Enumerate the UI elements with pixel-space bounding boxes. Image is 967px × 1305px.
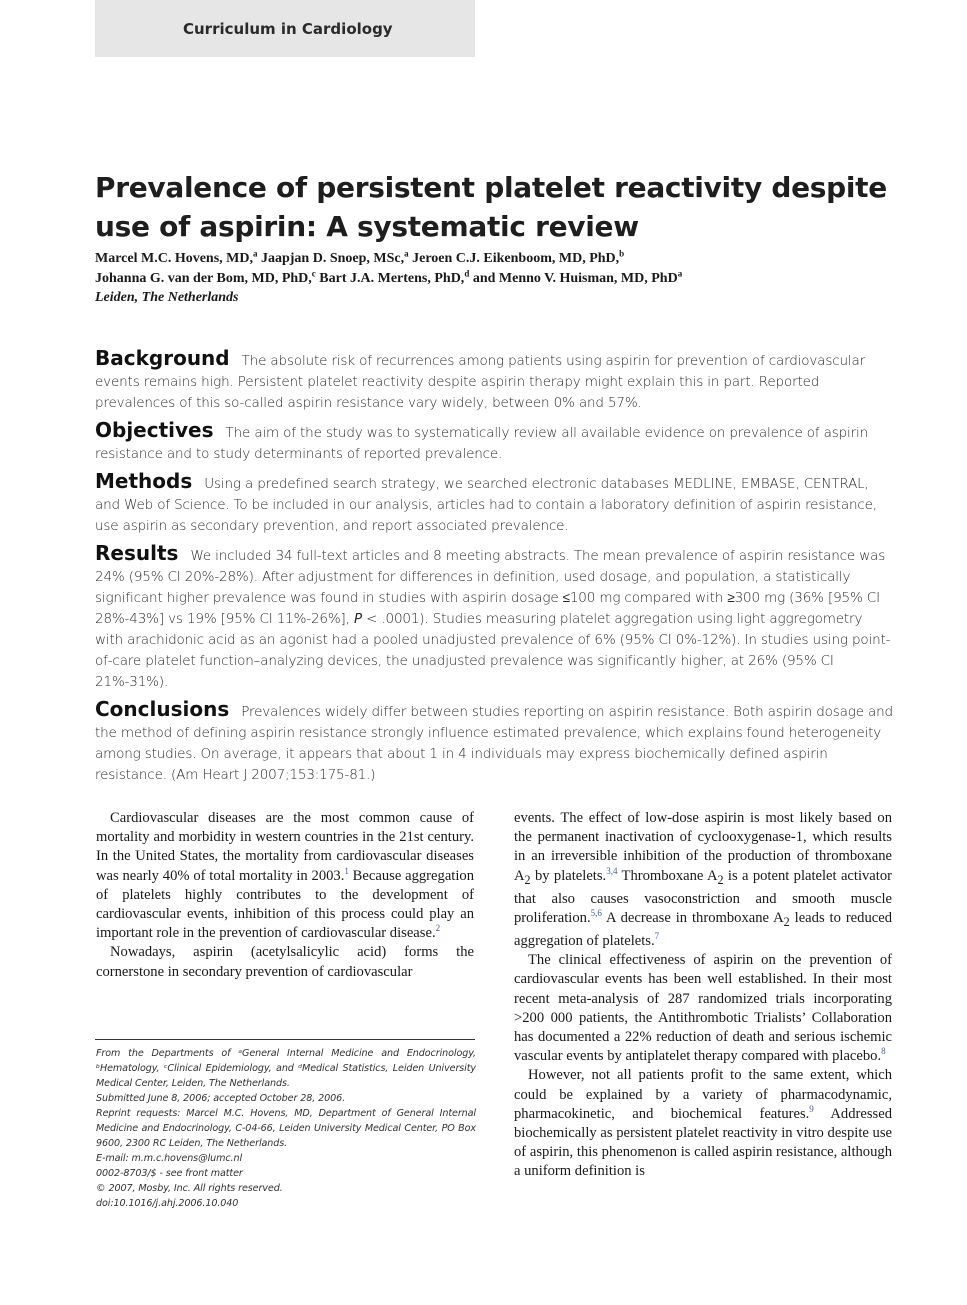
abstract [95, 348, 893, 792]
abstract-methods [95, 471, 893, 537]
footnote-dates: Submitted June 8, 2006; accepted October 28, 2006. [96, 1093, 346, 1104]
affiliation-mark: b [619, 248, 625, 259]
citation-link[interactable]: 1 [344, 865, 349, 876]
affiliation-mark: a [404, 248, 409, 259]
abstract-background [95, 348, 893, 414]
footnote-reprints: Reprint requests: Marcel M.C. Hovens, MD, Department of General Internal Medicine and Endocrinology, C-04-66, Leiden University Medical Center, PO Box 9600, 2300 RC Leiden, The Netherlands. [96, 1108, 476, 1149]
affiliation-mark: d [464, 267, 470, 278]
abstract-heading: Results [95, 541, 179, 565]
abstract-results [95, 543, 893, 693]
section-label: Curriculum in Cardiology [183, 20, 393, 38]
abstract-text: The aim of the study was to systematically review all available evidence on prevalence of aspirin resistance and to study determinants of reported prevalence. [95, 425, 869, 462]
abstract-text: < .0001). Studies measuring platelet aggregation using light aggregometry with arachidonic acid as an agonist had a pooled unadjusted prevalence of 6% (95% CI 0%-12%). In studies using point-of-care platelet function–analyzing devices, the unadjusted prevalence was significantly higher, at 26% (95% CI 21%-31%). [95, 611, 891, 690]
abstract-text: The absolute risk of recurrences among patients using aspirin for prevention of cardiovascular events remains high. Persistent platelet reactivity despite aspirin therapy might explain this in part. Reported prevalences of this so-called aspirin resistance vary widely, between 0% and 57%. [95, 353, 866, 411]
body-text: However, not all patients profit to the same extent, which could be explained by a variety of pharmacodynamic, pharmacokinetic, and biochemical features. [514, 1067, 892, 1122]
abstract-heading: Objectives [95, 418, 214, 442]
author-name: Bart J.A. Mertens, PhD, [315, 270, 465, 286]
body-column-left [96, 809, 474, 982]
author-name: Johanna G. van der Bom, MD, PhD, [95, 270, 312, 286]
body-text: Because aggregation of platelets highly contributes to the development of cardiovascular events, inhibition of this process could play an important role in the prevention of cardiovascular disease. [96, 867, 475, 942]
author-list [95, 249, 895, 308]
body-paragraph [514, 951, 892, 1066]
citation-link[interactable]: 3,4 [606, 865, 618, 876]
subscript: 2 [524, 872, 531, 887]
affiliation-mark: c [311, 267, 316, 278]
p-value-symbol: P [353, 611, 362, 627]
body-text: leads to reduced aggregation of platelets. [514, 909, 892, 950]
footnote-email[interactable]: E-mail: m.m.c.hovens@lumc.nl [96, 1153, 243, 1164]
subscript: 2 [783, 914, 790, 929]
footnote-affiliations: From the Departments of ᵃGeneral Internal Medicine and Endocrinology, ᵇHematology, ᶜClinical Epidemiology, and ᵈMedical Statistics, Leiden University Medical Center, Leiden, The Netherlands. [96, 1048, 476, 1089]
abstract-objectives [95, 420, 893, 465]
body-text: Nowadays, aspirin (acetylsalicylic acid) forms the cornerstone in secondary prevention of cardiovascular [96, 944, 474, 980]
subscript: 2 [717, 872, 724, 887]
author-name: Marcel M.C. Hovens, MD, [95, 251, 253, 266]
affiliation-mark: a [252, 248, 258, 259]
author-location: Leiden, The Netherlands [95, 290, 239, 305]
footnote-issn: 0002-8703/$ - see front matter [96, 1168, 243, 1179]
citation-link[interactable]: 7 [654, 931, 660, 942]
section-header-band [95, 0, 475, 57]
footnotes [96, 1046, 476, 1211]
body-text: Addressed biochemically as persistent platelet reactivity in vitro despite use of aspirin, this phenomenon is called aspirin resistance, although a uniform definition is [514, 1105, 892, 1180]
body-text: The clinical effectiveness of aspirin on the prevention of cardiovascular events has been well established. In their most recent meta-analysis of 287 randomized trials incorporating >200 000 patients, the Antithrombotic Trialists’ Collaboration has documented a 22% reduction of death and serious ischemic vascular events by antiplatelet therapy compared with placebo. [514, 952, 892, 1065]
abstract-conclusions [95, 699, 893, 786]
footnote-copyright: © 2007, Mosby, Inc. All rights reserved. [96, 1183, 283, 1194]
affiliation-mark: a [677, 267, 683, 278]
abstract-text: Prevalences widely differ between studies reporting on aspirin resistance. Both aspirin dosage and the method of defining aspirin resistance strongly influence estimated prevalence, which explains found heterogeneity among studies. On average, it appears that about 1 in 4 individuals may express biochemically defined aspirin resistance. (Am Heart J 2007;153:175-81.) [95, 704, 893, 783]
body-text: Cardiovascular diseases are the most common cause of mortality and morbidity in western countries in the 21st century. In the United States, the mortality from cardiovascular diseases was nearly 40% of total mortality in 2003. [96, 810, 474, 884]
body-text: A decrease in thromboxane A [601, 909, 784, 926]
body-text: is a potent platelet activator that also causes vasoconstriction and smooth muscle proliferation. [514, 867, 892, 926]
body-column-right [514, 809, 892, 1182]
body-paragraph [96, 809, 474, 943]
citation-link[interactable]: 8 [881, 1046, 886, 1057]
citation-link[interactable]: 5,6 [590, 908, 602, 919]
abstract-heading: Methods [95, 469, 193, 493]
citation-link[interactable]: 2 [435, 923, 441, 934]
body-paragraph [96, 943, 474, 981]
author-name: Jaapjan D. Snoep, MSc, [257, 251, 405, 266]
body-text: Thromboxane A [617, 867, 718, 884]
abstract-text: Using a predefined search strategy, we searched electronic databases MEDLINE, EMBASE, CENTRAL, and Web of Science. To be included in our analysis, articles had to contain a laboratory definition of aspirin resistance, use aspirin as secondary prevention, and report associated prevalence. [95, 476, 877, 534]
footnote-divider [95, 1039, 475, 1040]
body-paragraph [514, 809, 892, 951]
footnote-doi[interactable]: doi:10.1016/j.ahj.2006.10.040 [96, 1198, 239, 1209]
body-text: events. The effect of low-dose aspirin is most likely based on the permanent inactivation of cyclooxygenase-1, which results in an irreversible inhibition of the production of thromboxane A [514, 810, 892, 884]
abstract-text: We included 34 full-text articles and 8 meeting abstracts. The mean prevalence of aspirin resistance was 24% (95% CI 20%-28%). After adjustment for differences in definition, used dosage, and population, a statistically significant higher prevalence was found in studies with aspirin dosage ≤100 mg compared with ≥300 mg (36% [95% CI 28%-43%] vs 19% [95% CI 11%-26%], [95, 548, 886, 627]
article-title: Prevalence of persistent platelet reactivity despite use of aspirin: A systematic review [95, 171, 887, 243]
abstract-heading: Conclusions [95, 697, 230, 721]
citation-link[interactable]: 9 [809, 1104, 814, 1114]
author-name: Jeroen C.J. Eikenboom, MD, PhD, [408, 251, 620, 266]
author-name: and Menno V. Huisman, MD, PhD [469, 270, 678, 286]
abstract-heading: Background [95, 346, 230, 370]
body-text: by platelets. [530, 867, 607, 884]
body-paragraph [514, 1066, 892, 1181]
